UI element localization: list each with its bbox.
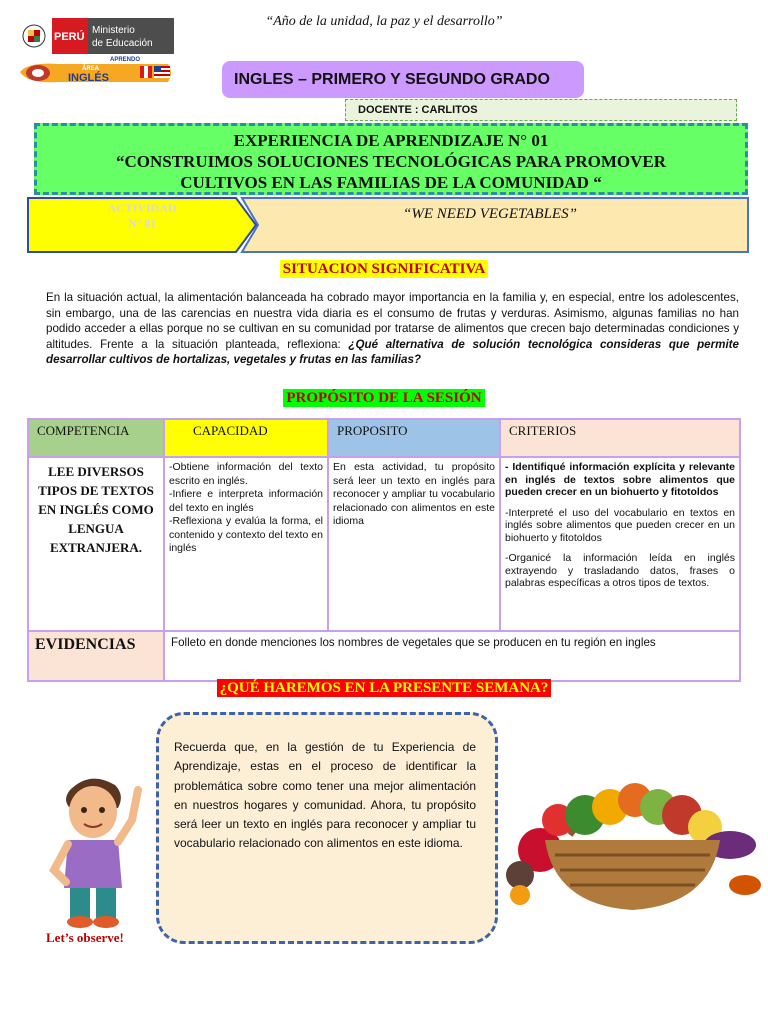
situation-heading: SITUACION SIGNIFICATIVA	[280, 260, 488, 278]
teacher-box	[345, 99, 737, 121]
logo-country: PERÚ	[54, 31, 85, 43]
evidencias-text: Folleto en donde menciones los nombres de vegetales que se producen en tu región en ingles	[164, 631, 740, 681]
cell-criterios	[500, 457, 740, 631]
situation-question: ¿Qué alternativa de solución tecnológica consideras que permite desarrollar cultivos de hortalizas, vegetales y frutas en las familias?	[46, 337, 739, 366]
peru-flag-icon	[140, 66, 152, 78]
logo-subject: INGLÉS	[68, 72, 109, 84]
cell-competencia: LEE DIVERSOS TIPOS DE TEXTOS EN INGLÉS COMO LENGUA EXTRANJERA.	[28, 457, 164, 631]
capacidad-item: -Infiere e interpreta información del texto en inglés	[169, 488, 323, 514]
activity-label	[44, 201, 240, 231]
activity-label-1: ACTIVIDAD	[107, 201, 177, 215]
header-criterios: CRITERIOS	[500, 419, 740, 457]
week-heading-row	[0, 679, 768, 697]
experience-subtitle-2: CULTIVOS EN LAS FAMILIAS DE LA COMUNIDAD “	[180, 173, 602, 192]
header-proposito: PROPOSITO	[328, 419, 500, 457]
capacidad-item: -Reflexiona y evalúa la forma, el contenido y contexto del texto en inglés	[169, 515, 323, 554]
purpose-heading: PROPÓSITO DE LA SESIÓN	[283, 389, 484, 407]
experience-subtitle-1: “CONSTRUIMOS SOLUCIONES TECNOLÓGICAS PARA PROMOVER	[115, 152, 667, 171]
activity-title-banner	[222, 196, 750, 254]
criterio-item: -Interpreté el uso del vocabulario en textos en inglés sobre alimentos que pueden crecer en un biohuerto y fitotoldos	[505, 506, 735, 544]
ministry-logo	[18, 14, 176, 90]
table-header-row	[28, 419, 740, 457]
table-row	[28, 457, 740, 631]
usa-flag-icon	[154, 66, 170, 78]
activity-label-2: N° 01	[127, 216, 157, 230]
logo-ministry-2: de Educación	[92, 38, 153, 49]
teacher-name: DOCENTE : CARLITOS	[358, 104, 478, 116]
cell-capacidad	[164, 457, 328, 631]
cell-proposito: En esta actividad, tu propósito será leer un texto en inglés para reconocer y ampliar tu vocabulario relacionado con alimentos en este idioma	[328, 457, 500, 631]
activity-title: “WE NEED VEGETABLES”	[403, 206, 577, 222]
situation-paragraph	[46, 290, 739, 368]
evidencias-label: EVIDENCIAS	[28, 631, 164, 681]
experience-box	[34, 123, 748, 195]
capacidad-item: -Obtiene información del texto escrito en inglés.	[169, 461, 323, 487]
lets-observe-label: Let’s observe!	[46, 930, 124, 945]
grade-banner	[222, 61, 584, 98]
week-heading: ¿QUÉ HAREMOS EN LA PRESENTE SEMANA?	[217, 679, 552, 697]
coat-of-arms-icon	[23, 25, 45, 47]
year-motto: “Año de la unidad, la paz y el desarrollo”	[265, 14, 503, 29]
header-capacidad: CAPACIDAD	[164, 419, 328, 457]
boy-illustration-icon	[40, 770, 150, 930]
logo-area: ÁREA	[82, 66, 100, 72]
criterio-item: - Identifiqué información explícita y relevante en inglés de textos sobre alimentos que pueden crecer en un biohuerto y fitotoldos	[505, 461, 735, 498]
vegetable-basket-icon	[500, 745, 762, 920]
situation-text: En la situación actual, la alimentación balanceada ha cobrado mayor importancia en la familia y, en especial, entre los adolescentes, sin embargo, una de las carencias en nuestra vida diaria es el consumo de frutas y verduras. Asimismo, algunas familias no han podido acceder a ellas porque no se cultivan en su comunidad por tratarse de alimentos que crecen bajo determinadas condiciones y altitudes. Frente a la situación planteada, reflexiona:	[46, 291, 739, 351]
grade-banner-text: INGLES – PRIMERO Y SEGUNDO GRADO	[234, 70, 550, 88]
purpose-table	[27, 418, 741, 682]
logo-ministry-1: Ministerio	[92, 25, 135, 36]
logo-aprendo: APRENDO	[110, 57, 141, 63]
situation-heading-row	[0, 260, 768, 278]
header-competencia: COMPETENCIA	[28, 419, 164, 457]
experience-title: EXPERIENCIA DE APRENDIZAJE N° 01	[233, 131, 549, 150]
evidence-row	[28, 631, 740, 681]
criterio-item: -Organicé la información leída en inglés extrayendo y trasladando datos, frases o palabras específicas a otros tipos de textos.	[505, 552, 735, 589]
callout-text: Recuerda que, en la gestión de tu Experiencia de Aprendizaje, estas en el proceso de identificar la problemática sobre como tener una mejor alimentación en nuestros hogares y comunidad. Ahora, tu propósito será leer un texto en inglés para reconocer y ampliar tu vocabulario relacionado con alimentos en este idioma.	[174, 740, 476, 851]
purpose-heading-row	[0, 389, 768, 407]
